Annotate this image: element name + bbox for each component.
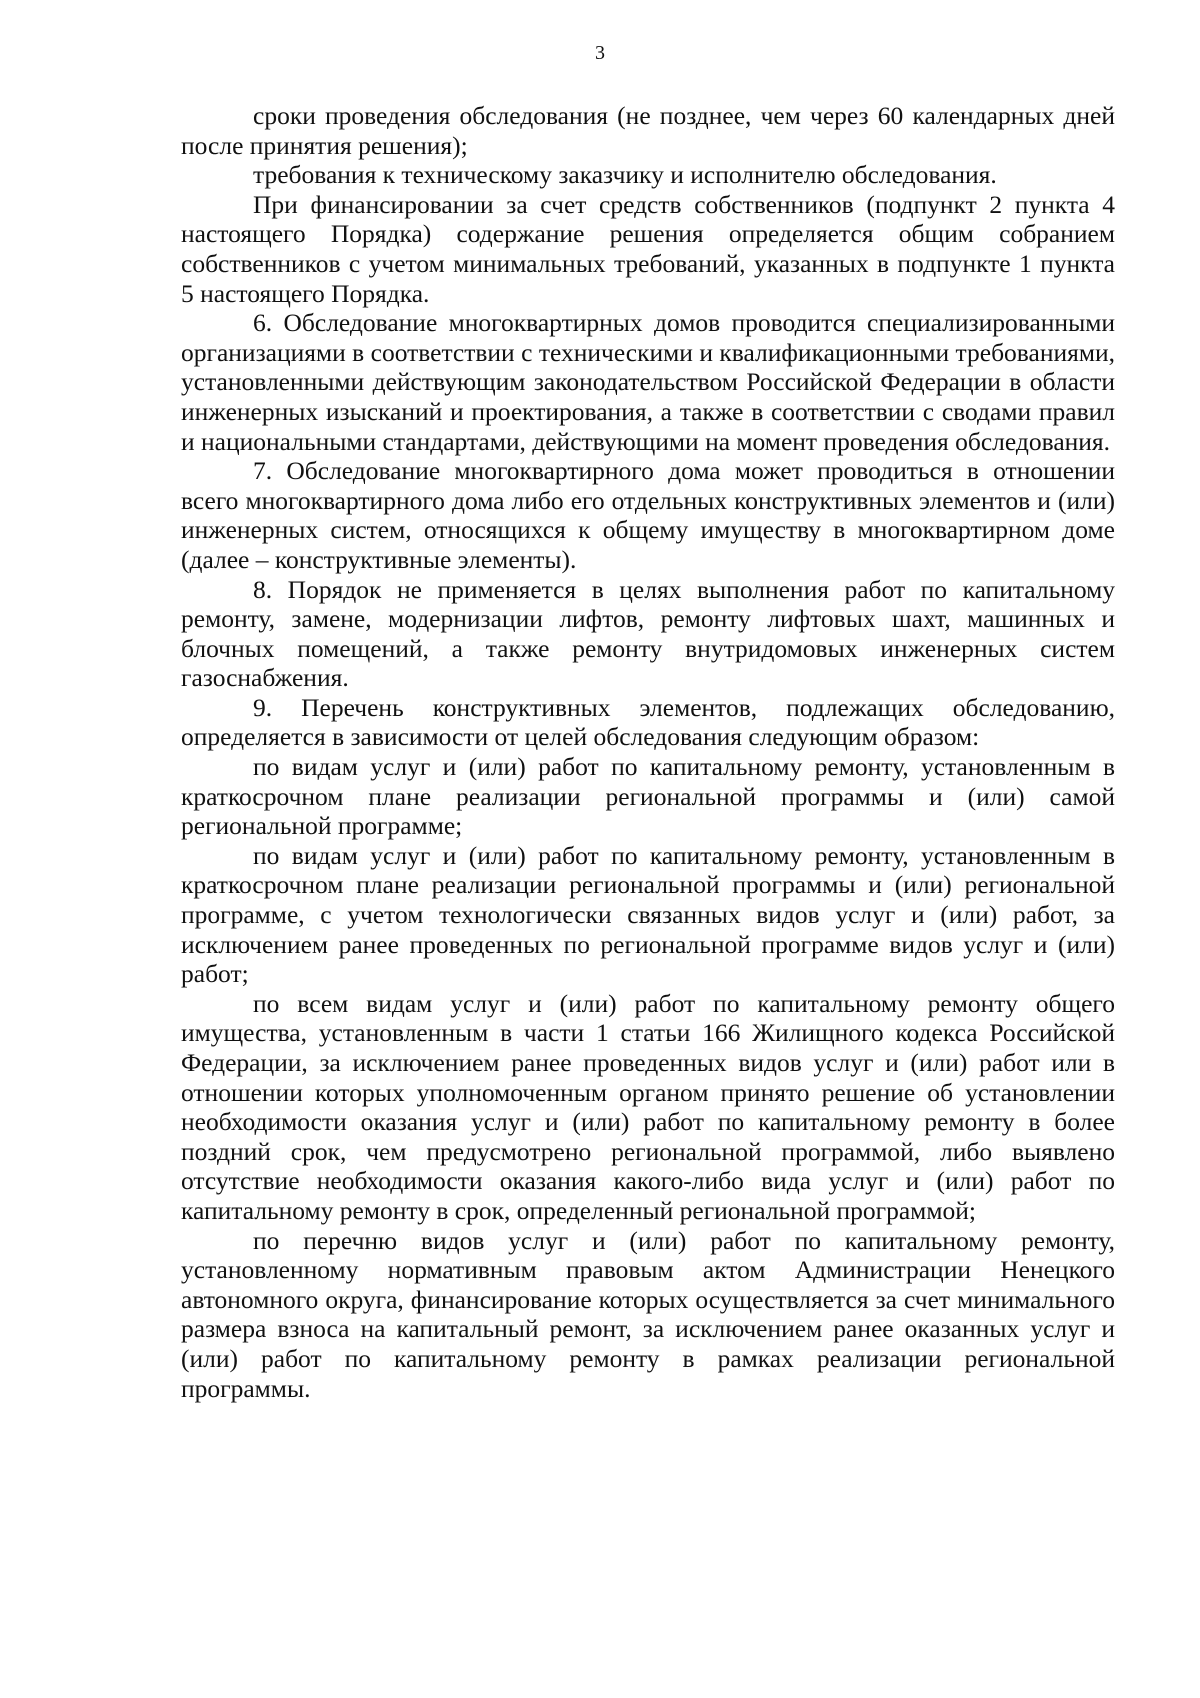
- paragraph-item-9-list-3: по всем видам услуг и (или) работ по капитальному ремонту общего имущества, установленным в части 1 статьи 166 Жилищного кодекса Российской Федерации, за исключением ранее проведенных видов услуг и (или) работ или в отношении которых уполномоченным органом принято решение об установлении необходимости оказания услуг и (или) работ по капитальному ремонту в более поздний срок, чем предусмотрено региональной программой, либо выявлено отсутствие необходимости оказания какого-либо вида услуг и (или) работ по капитальному ремонту в срок, определенный региональной программой;: [181, 988, 1115, 1225]
- paragraph-item-8: 8. Порядок не применяется в целях выполнения работ по капитальному ремонту, замене, модернизации лифтов, ремонту лифтовых шахт, машинных и блочных помещений, а также ремонту внутридомовых инженерных систем газоснабжения.: [181, 574, 1115, 693]
- paragraph-item-7: 7. Обследование многоквартирного дома может проводиться в отношении всего многоквартирного дома либо его отдельных конструктивных элементов и (или) инженерных систем, относящихся к общему имуществу в многоквартирном доме (далее – конструктивные элементы).: [181, 456, 1115, 574]
- paragraph-item-9-list-4: по перечню видов услуг и (или) работ по капитальному ремонту, установленному нормативным правовым актом Администрации Ненецкого автономного округа, финансирование которых осуществляется за счет минимального размера взноса на капитальный ремонт, за исключением ранее оказанных услуг и (или) работ по капитальному ремонту в рамках реализации региональной программы.: [181, 1225, 1115, 1403]
- paragraph-item-9-list-2: по видам услуг и (или) работ по капитальному ремонту, установленным в краткосрочном плане реализации региональной программы и (или) региональной программе, с учетом технологически связанных видов услуг и (или) работ, за исключением ранее проведенных по региональной программе видов услуг и (или) работ;: [181, 840, 1115, 989]
- document-body: [181, 101, 1115, 1403]
- paragraph-owner-financing: При финансировании за счет средств собственников (подпункт 2 пункта 4 настоящего Порядка) содержание решения определяется общим собранием собственников с учетом минимальных требований, указанных в подпункте 1 пункта 5 настоящего Порядка.: [181, 189, 1115, 308]
- paragraph-item-6: 6. Обследование многоквартирных домов проводится специализированными организациями в соответствии с техническими и квалификационными требованиями, установленными действующим законодательством Российской Федерации в области инженерных изысканий и проектирования, а также в соответствии с сводами правил и национальными стандартами, действующими на момент проведения обследования.: [181, 308, 1115, 456]
- page-number: 3: [595, 42, 605, 64]
- paragraph-item-9: 9. Перечень конструктивных элементов, подлежащих обследованию, определяется в зависимости от целей обследования следующим образом:: [181, 692, 1115, 752]
- paragraph-customer-requirements: требования к техническому заказчику и исполнителю обследования.: [253, 160, 997, 190]
- paragraph-deadlines: сроки проведения обследования (не позднее, чем через 60 календарных дней после принятия решения);: [181, 101, 1115, 160]
- paragraph-item-9-list-1: по видам услуг и (или) работ по капитальному ремонту, установленным в краткосрочном плане реализации региональной программы и (или) самой региональной программе;: [181, 752, 1115, 841]
